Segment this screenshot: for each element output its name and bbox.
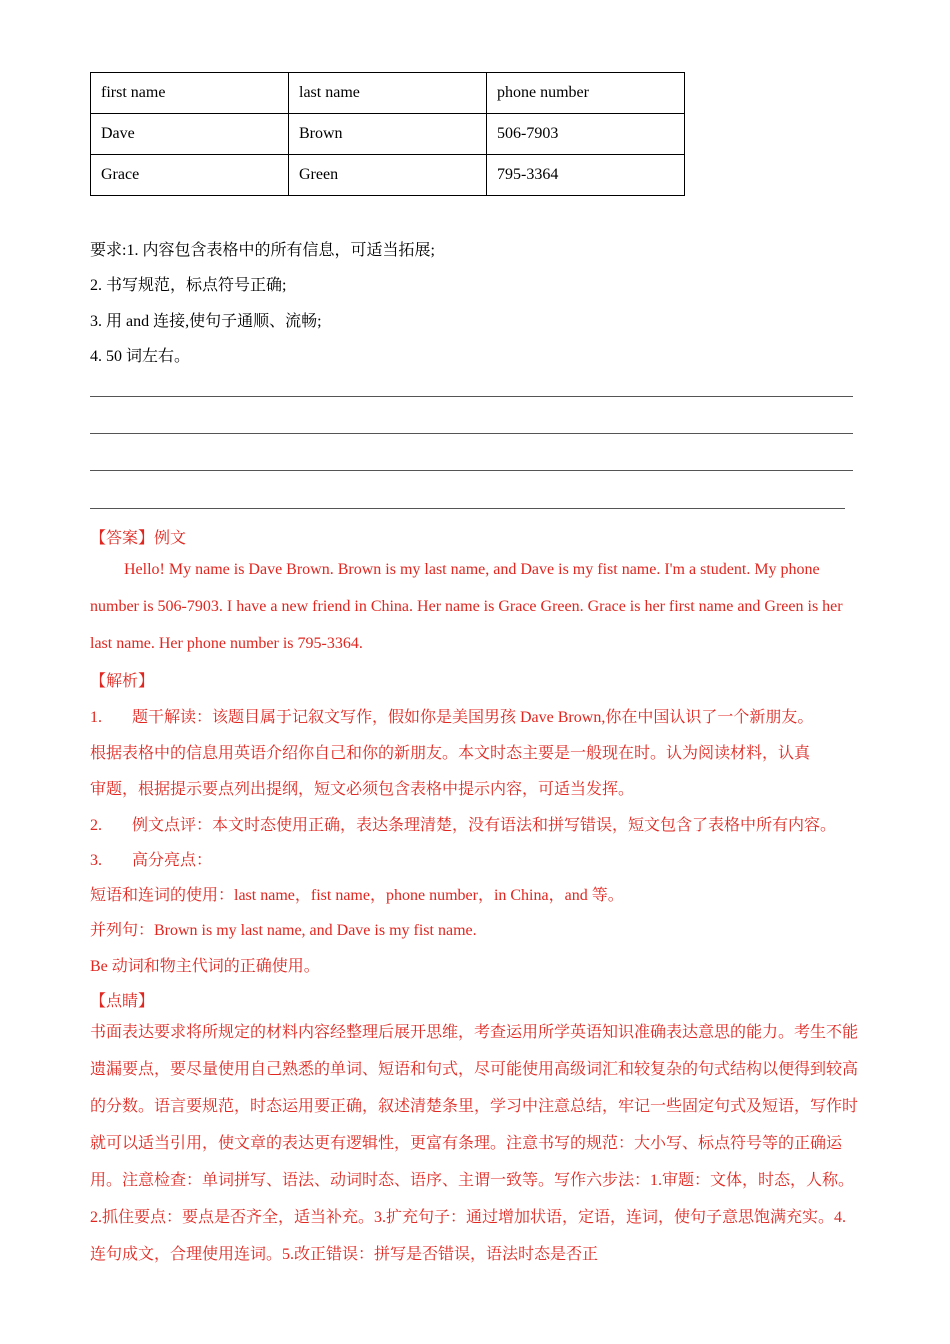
answer-line[interactable] [90, 396, 853, 397]
analysis-item: 根据表格中的信息用英语介绍你自己和你的新朋友。本文时态主要是一般现在时。认为阅读材料，认真 [90, 745, 811, 762]
table-cell: 506-7903 [487, 114, 685, 155]
table-row [91, 114, 685, 155]
compound-sentence-note: 并列句：Brown is my last name, and Dave is my fist name. [90, 922, 477, 939]
answer-line[interactable] [90, 470, 853, 471]
table-cell: Brown [289, 114, 487, 155]
analysis-item [90, 812, 836, 835]
analysis-item [90, 847, 212, 870]
item-number: 3. [90, 852, 102, 869]
be-verb-note: Be 动词和物主代词的正确使用。 [90, 958, 320, 975]
answer-line[interactable] [90, 508, 845, 509]
table-row [91, 155, 685, 196]
tips-text: 书面表达要求将所规定的材料内容经整理后展开思维，考查运用所学英语知识准确表达意思的能力。考生不能遗漏要点，要尽量使用自己熟悉的单词、短语和句式，尽可能使用高级词汇和较复杂的句式结构以便得到较高的分数。语言要规范，时态运用要正确，叙述清楚条里，学习中注意总结，牢记一些固定句式及短语，写作时就可以适当引用，使文章的表达更有逻辑性，更富有条理。注意书写的规范：大小写、标点符号等的正确运用。注意检查：单词拼写、语法、动词时态、语序、主谓一致等。写作六步法：1.审题：文体，时态，人称。2.抓住要点：要点是否齐全，适当补充。3.扩充句子：通过增加状语，定语，连词，使句子意思饱满充实。4.连句成文，合理使用连词。5.改正错误：拼写是否错误，语法时态是否正 [90, 1024, 858, 1263]
item-text: 高分亮点： [132, 852, 213, 869]
phrases-note: 短语和连词的使用：last name，fist name，phone number，in China，and 等。 [90, 887, 624, 904]
requirement-2: 2. 书写规范，标点符号正确; [90, 277, 287, 294]
analysis-item [90, 704, 813, 727]
item-number: 2. [90, 817, 102, 834]
table-cell: Green [289, 155, 487, 196]
table-cell: Grace [91, 155, 289, 196]
info-table [90, 72, 685, 196]
item-number: 1. [90, 709, 102, 726]
analysis-item: 审题，根据提示要点列出提纲，短文必须包含表格中提示内容，可适当发挥。 [90, 781, 635, 798]
table-cell: Dave [91, 114, 289, 155]
tips-heading: 【点睛】 [90, 993, 155, 1010]
item-text: 题干解读：该题目属于记叙文写作，假如你是美国男孩 Dave Brown,你在中国认识了一个新朋友。 [132, 709, 814, 726]
table-header-row [91, 73, 685, 114]
analysis-heading: 【解析】 [90, 673, 155, 690]
requirement-1: 要求:1. 内容包含表格中的所有信息，可适当拓展; [90, 242, 435, 259]
header-phone-number: phone number [487, 73, 685, 114]
header-last-name: last name [289, 73, 487, 114]
table-cell: 795-3364 [487, 155, 685, 196]
answer-text: Hello! My name is Dave Brown. Brown is my last name, and Dave is my fist name. I'm a student. My phone number is 506-7903. I have a new friend in China. Her name is Grace Green. Grace is her first name and Green is her last name. Her phone number is 795-3364. [90, 561, 843, 652]
requirement-4: 4. 50 词左右。 [90, 348, 191, 365]
header-first-name: first name [91, 73, 289, 114]
answer-heading: 【答案】例文 [90, 530, 187, 547]
requirement-3: 3. 用 and 连接,使句子通顺、流畅; [90, 313, 322, 330]
item-text: 例文点评：本文时态使用正确，表达条理清楚，没有语法和拼写错误，短文包含了表格中所有内容。 [132, 817, 837, 834]
answer-line[interactable] [90, 433, 853, 434]
